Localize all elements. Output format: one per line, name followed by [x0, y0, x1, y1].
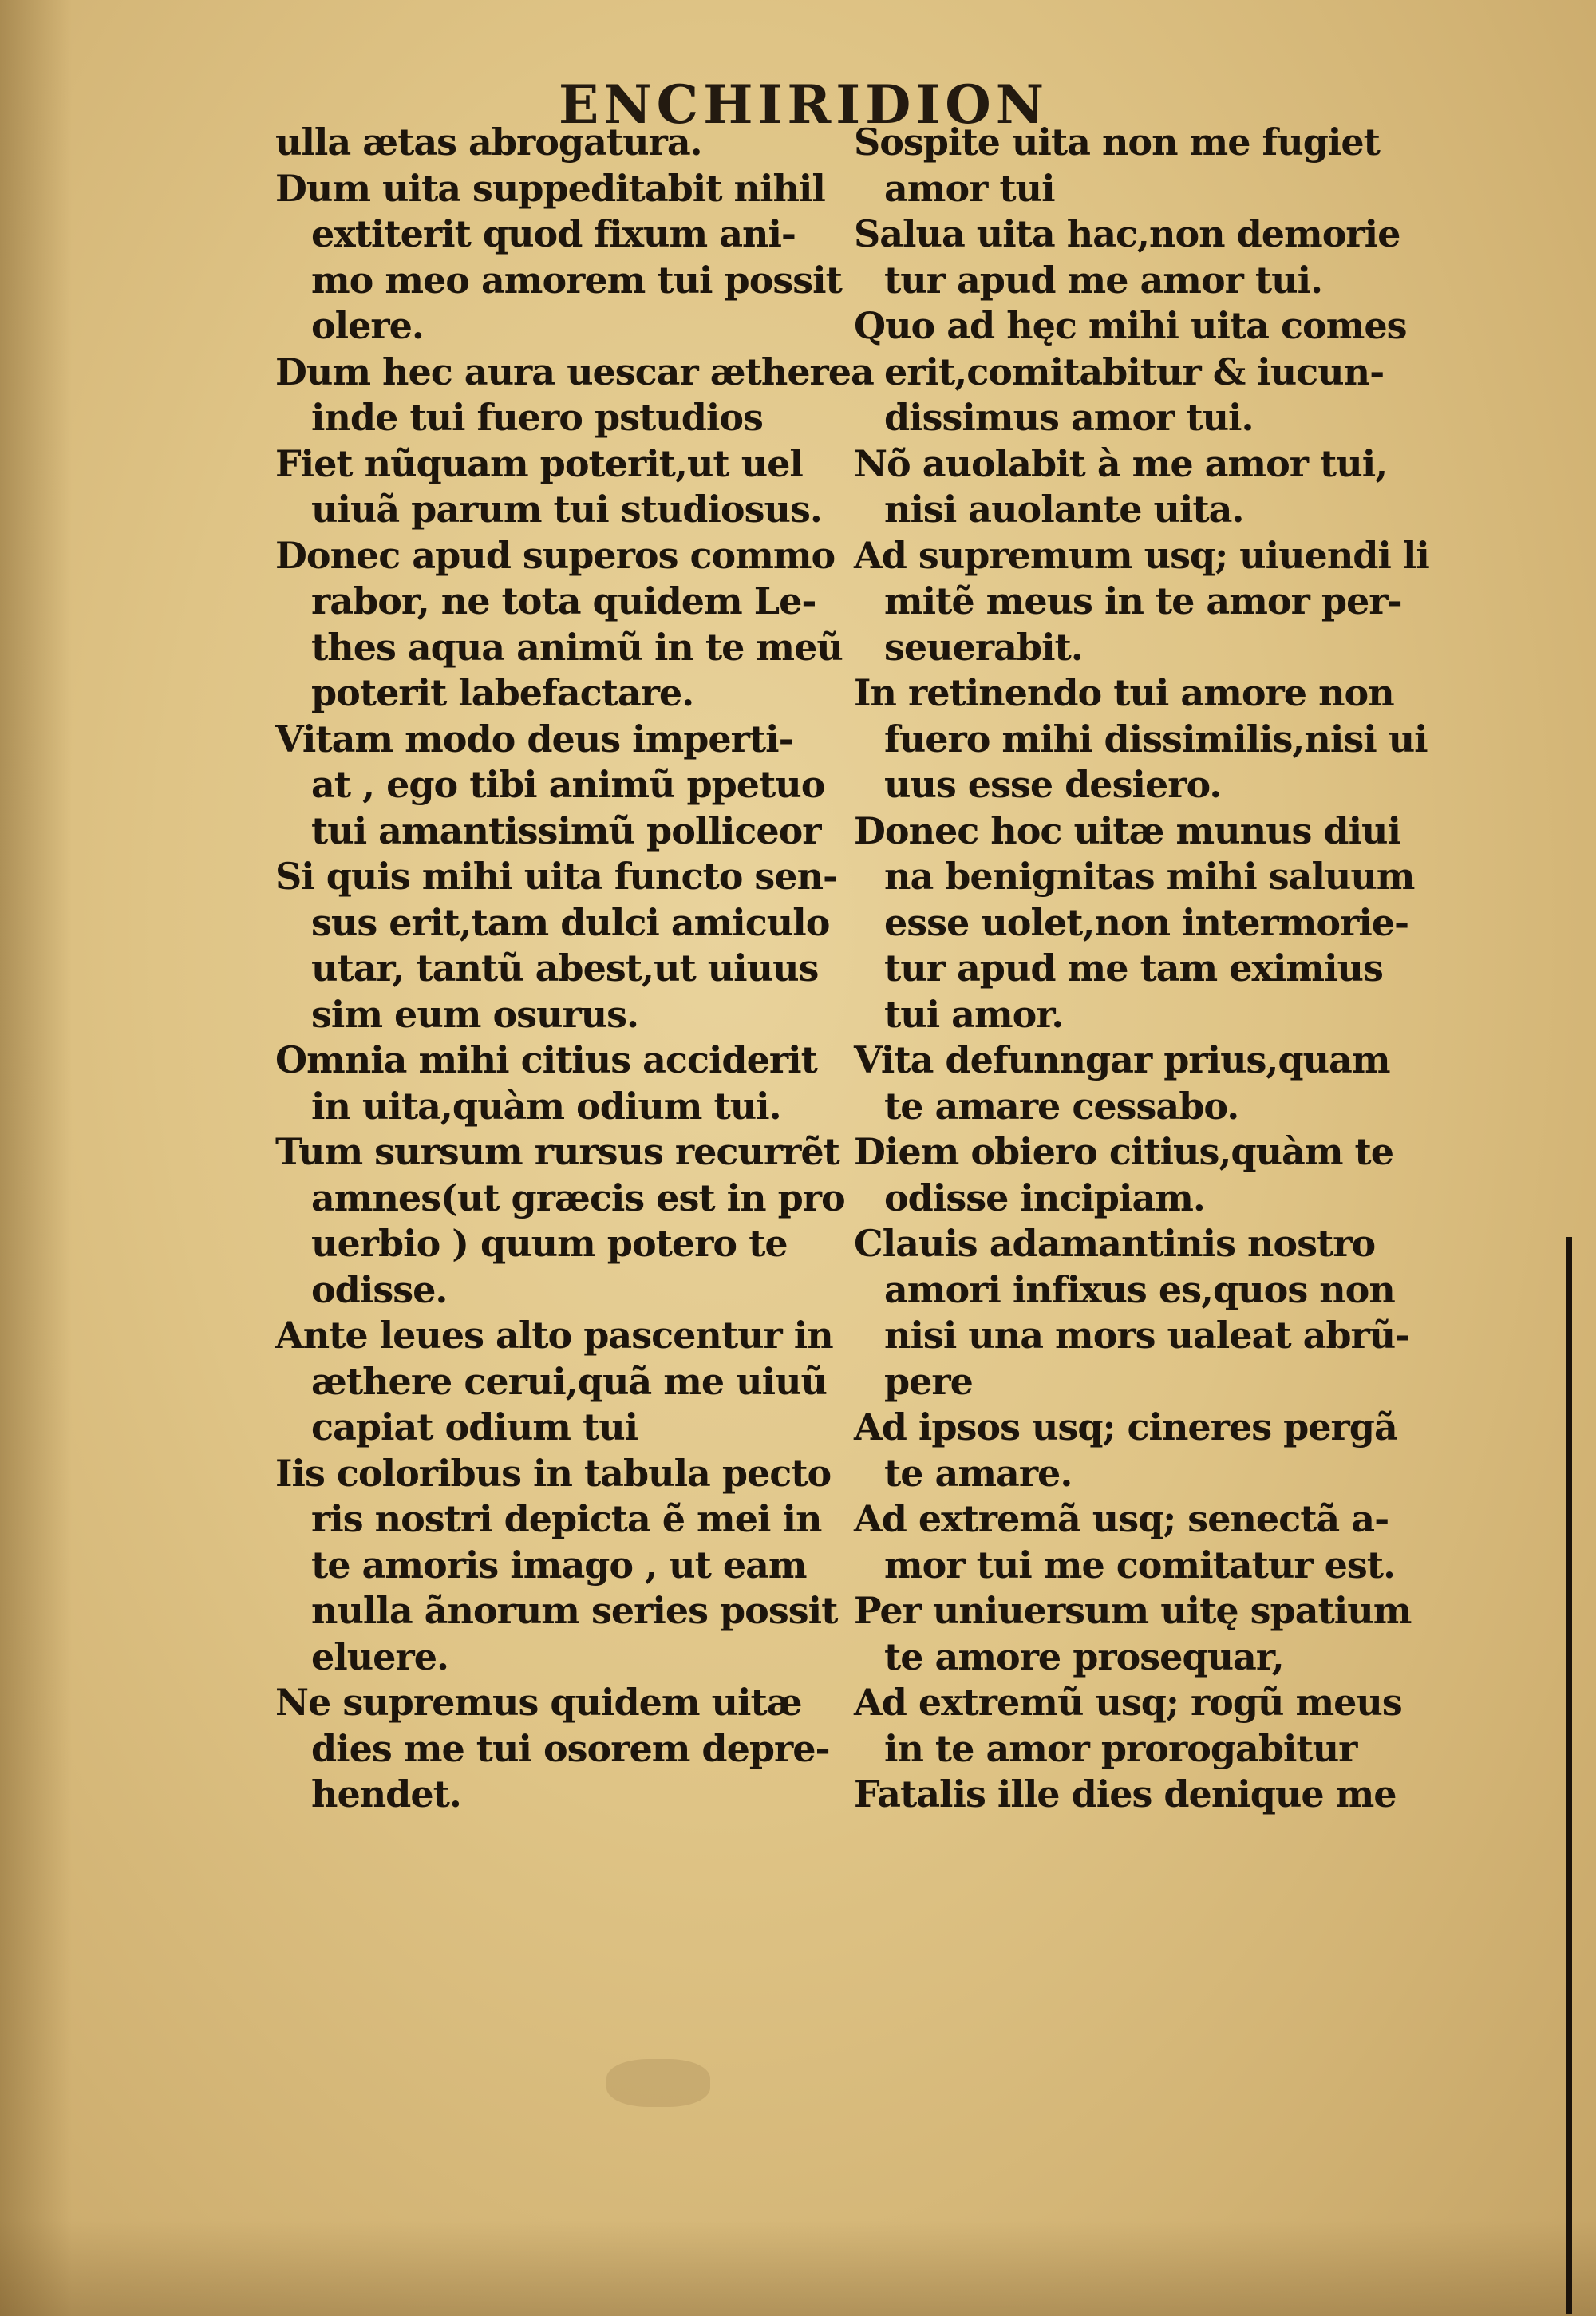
text-line: amori infixus es,quos non [884, 1267, 1395, 1311]
text-line: Omnia mihi citius acciderit [275, 1038, 817, 1081]
text-line: erit,comitabitur & iucun- [884, 350, 1385, 393]
text-line: sim eum osurus. [311, 992, 639, 1036]
text-line: tur apud me amor tui. [884, 258, 1323, 302]
text-line: ulla ætas abrogatura. [275, 121, 702, 164]
text-line: odisse. [311, 1267, 448, 1311]
text-line: capiat odium tui [311, 1405, 638, 1448]
text-line: tui amor. [884, 992, 1064, 1036]
text-line: Ad extremã usq; senectã a- [854, 1497, 1389, 1540]
text-line: extiterit quod fixum ani- [311, 212, 796, 255]
text-line: Per uniuersum uitę spatium [854, 1589, 1412, 1632]
text-line: eluere. [311, 1634, 448, 1678]
text-line: Fatalis ille dies denique me [854, 1773, 1396, 1816]
text-line: Ne supremus quidem uitæ [275, 1681, 802, 1724]
text-line: dissimus amor tui. [884, 396, 1254, 439]
text-line: Clauis adamantinis nostro [854, 1222, 1376, 1265]
text-line: Fiet nũquam poterit,ut uel [275, 441, 803, 485]
text-line: na benignitas mihi saluum [884, 855, 1415, 898]
text-line: æthere cerui,quã me uiuũ [311, 1359, 827, 1403]
page-bottom-stain [0, 2220, 1596, 2316]
text-line: odisse incipiam. [884, 1176, 1205, 1219]
text-line: rabor, ne tota quidem Le- [311, 579, 816, 622]
text-line: sus erit,tam dulci amiculo [311, 900, 830, 944]
running-head: ENCHIRIDION [559, 73, 1049, 136]
text-line: te amore prosequar, [884, 1634, 1284, 1678]
text-line: te amare. [884, 1451, 1073, 1495]
text-line: hendet. [311, 1773, 461, 1816]
text-line: uiuã parum tui studiosus. [311, 488, 822, 531]
text-line: at , ego tibi animũ ppetuo [311, 763, 825, 806]
text-line: utar, tantũ abest,ut uiuus [311, 947, 819, 990]
text-line: In retinendo tui amore non [854, 671, 1394, 714]
page-smudge [606, 2059, 710, 2107]
text-line: pere [884, 1359, 973, 1403]
text-line: Dum uita suppeditabit nihil [275, 166, 825, 210]
text-line: Iis coloribus in tabula pecto [275, 1451, 832, 1495]
text-line: dies me tui osorem depre- [311, 1726, 830, 1770]
text-line: fuero mihi dissimilis,nisi ui [884, 717, 1428, 761]
text-line: Tum sursum rursus recurrẽt [275, 1130, 839, 1173]
text-line: thes aqua animũ in te meũ [311, 625, 843, 669]
text-line: Dum hec aura uescar ætherea [275, 350, 874, 393]
text-line: Ad extremũ usq; rogũ meus [854, 1681, 1402, 1724]
text-line: esse uolet,non intermorie- [884, 900, 1409, 944]
text-line: nisi una mors ualeat abrũ- [884, 1314, 1410, 1357]
text-line: tui amantissimũ polliceor [311, 808, 821, 852]
right-column [854, 120, 1429, 1818]
text-line: Si quis mihi uita functo sen- [275, 855, 838, 898]
text-line: Donec apud superos commo [275, 533, 836, 577]
text-line: te amare cessabo. [884, 1084, 1239, 1128]
text-line: te amoris imago , ut eam [311, 1543, 807, 1587]
text-line: nulla ãnorum series possit [311, 1589, 838, 1632]
text-line: mitẽ meus in te amor per- [884, 579, 1402, 622]
text-line: Donec hoc uitæ munus diui [854, 808, 1400, 852]
text-line: tur apud me tam eximius [884, 947, 1383, 990]
text-line: in te amor prorogabitur [884, 1726, 1357, 1770]
text-line: Salua uita hac,non demorie [854, 212, 1400, 255]
text-line: Nõ auolabit à me amor tui, [854, 441, 1388, 485]
text-line: inde tui fuero pstudios [311, 396, 763, 439]
text-line: nisi auolante uita. [884, 488, 1244, 531]
text-line: Quo ad hęc mihi uita comes [854, 304, 1407, 347]
text-line: olere. [311, 304, 424, 347]
text-line: uus esse desiero. [884, 763, 1222, 806]
text-line: Sospite uita non me fugiet [854, 121, 1380, 164]
text-line: amnes(ut græcis est in pro [311, 1176, 845, 1219]
text-line: uerbio ) quum potero te [311, 1222, 788, 1265]
left-column [275, 120, 874, 1818]
text-line: ris nostri depicta ẽ mei in [311, 1497, 822, 1540]
binding-edge [1566, 1237, 1572, 2314]
text-line: Ad ipsos usq; cineres pergã [854, 1405, 1397, 1448]
text-line: Diem obiero citius,quàm te [854, 1130, 1394, 1173]
text-line: poterit labefactare. [311, 671, 694, 714]
text-line: seuerabit. [884, 625, 1083, 669]
text-line: in uita,quàm odium tui. [311, 1084, 781, 1128]
page-edge-stain [0, 0, 72, 2316]
text-line: Vitam modo deus imperti- [275, 717, 793, 761]
text-line: Ante leues alto pascentur in [275, 1314, 833, 1357]
text-line: mo meo amorem tui possit [311, 258, 842, 302]
text-line: mor tui me comitatur est. [884, 1543, 1396, 1587]
text-line: Ad supremum usq; uiuendi li [854, 533, 1429, 577]
text-line: amor tui [884, 166, 1055, 210]
text-line: Vita defunngar prius,quam [854, 1038, 1390, 1081]
